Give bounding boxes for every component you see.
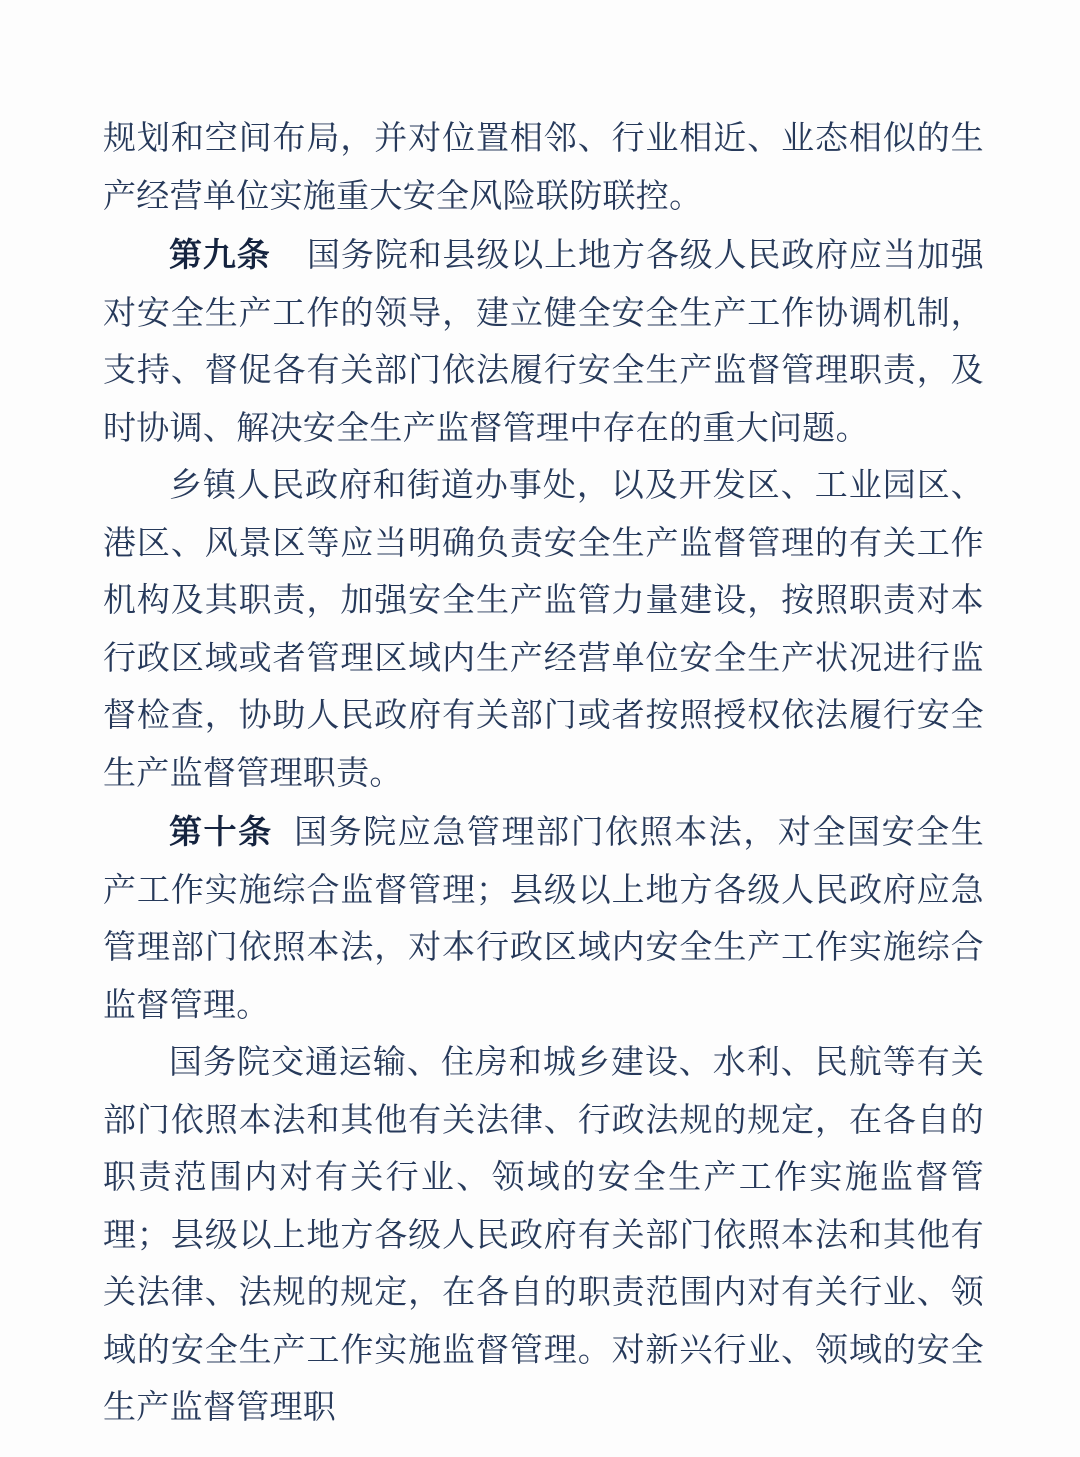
paragraph-text: 国务院应急管理部门依照本法，对全国安全生产工作实施综合监督管理；县级以上地方各级人民政府应急管理部门依照本法，对本行政区域内安全生产工作实施综合监督管理。: [103, 815, 984, 1024]
paragraph-text: 国务院和县级以上地方各级人民政府应当加强对安全生产工作的领导，建立健全安全生产工作协调机制，支持、督促各有关部门依法履行安全生产监督管理职责，及时协调、解决安全生产监督管理中存在的重大问题。: [103, 238, 985, 447]
article-9-number: 第九条: [169, 236, 271, 273]
paragraph-township-duties: [103, 458, 984, 803]
paragraph-text: 乡镇人民政府和街道办事处，以及开发区、工业园区、港区、风景区等应当明确负责安全生产监督管理的有关工作机构及其职责，加强安全生产监管力量建设，按照职责对本行政区域或者管理区域内生产经营单位安全生产状况进行监督检查，协助人民政府有关部门或者按照授权依法履行安全生产监督管理职责。: [103, 468, 984, 792]
paragraph-risk-joint-control: [103, 111, 984, 226]
paragraph-article-10: [103, 803, 984, 1035]
paragraph-text: 规划和空间布局，并对位置相邻、行业相近、业态相似的生产经营单位实施重大安全风险联防联控。: [103, 121, 984, 215]
article-10-number: 第十条: [169, 813, 273, 850]
legal-text-body: [103, 111, 984, 1438]
paragraph-article-9: [103, 226, 984, 458]
paragraph-text: 国务院交通运输、住房和城乡建设、水利、民航等有关部门依照本法和其他有关法律、行政法规的规定，在各自的职责范围内对有关行业、领域的安全生产工作实施监督管理；县级以上地方各级人民政府有关部门依照本法和其他有关法律、法规的规定，在各自的职责范围内对有关行业、领域的安全生产工作实施监督管理。对新兴行业、领域的安全生产监督管理职: [103, 1045, 984, 1426]
paragraph-departmental-supervision: [103, 1035, 984, 1438]
